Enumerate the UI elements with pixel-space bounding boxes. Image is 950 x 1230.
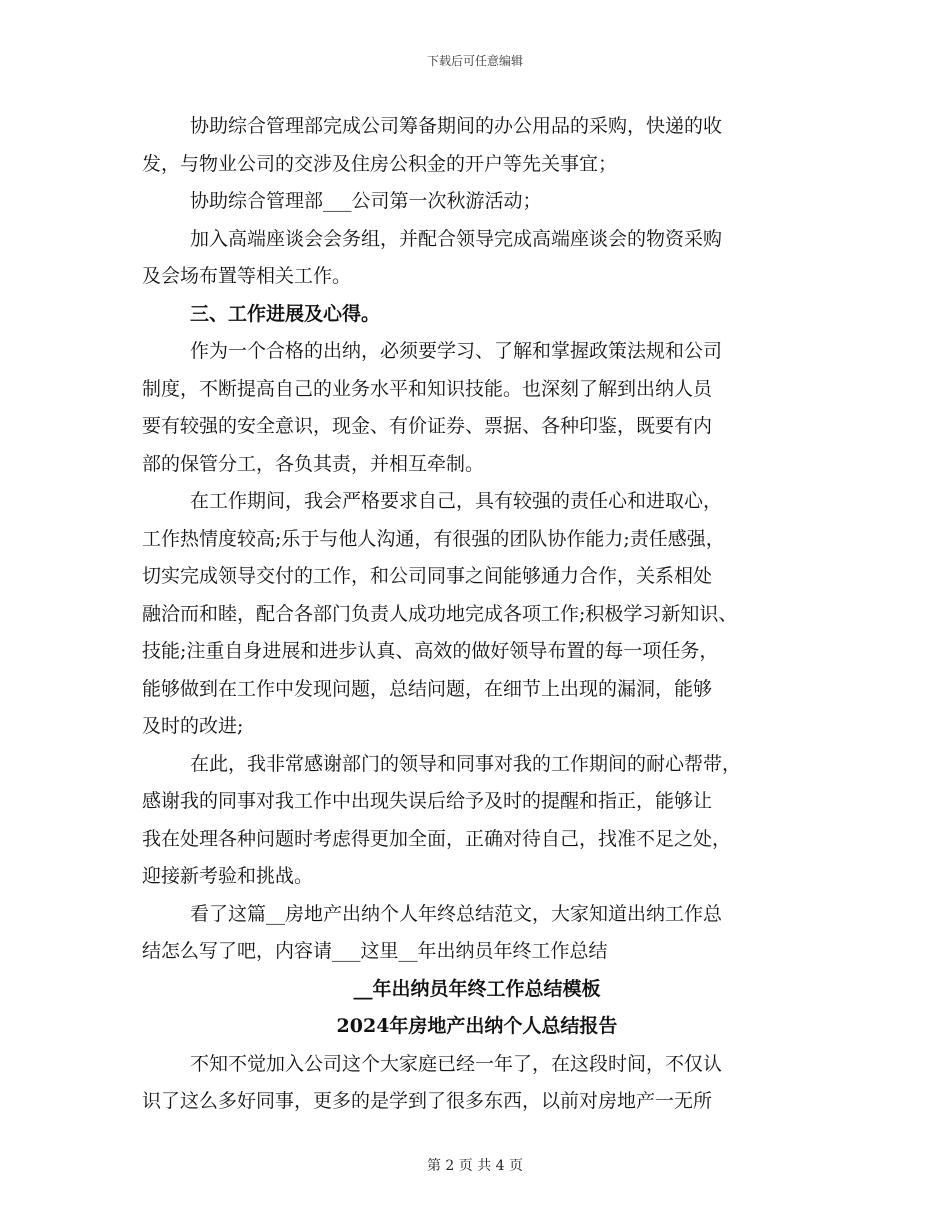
text-line: 及会场布置等相关工作。 <box>142 265 352 287</box>
text-line: 要有较强的安全意识，现金、有价证券、票据、各种印鉴，既要有内 <box>142 415 713 437</box>
text-line: 看了这篇__房地产出纳个人年终总结范文，大家知道出纳工作总 <box>190 902 723 925</box>
document-title: __年出纳员年终工作总结模板 <box>353 977 601 1000</box>
text-line: 技能;注重自身进展和进步认真、高效的做好领导布置的每一项任务， <box>142 640 719 662</box>
text-line: 感谢我的同事对我工作中出现失误后给予及时的提醒和指正，能够让 <box>142 790 713 812</box>
text-line: 制度，不断提高自己的业务水平和知识技能。也深刻了解到出纳人员 <box>142 377 713 400</box>
text-line: 切实完成领导交付的工作，和公司同事之间能够通力合作，关系相处 <box>142 565 713 587</box>
text-line: 不知不觉加入公司这个大家庭已经一年了，在这段时间，不仅认 <box>190 1052 723 1075</box>
document-body <box>142 108 812 1121</box>
text-line: 识了这么多好同事，更多的是学到了很多东西，以前对房地产一无所 <box>142 1090 713 1112</box>
page-number: 第 2 页 共 4 页 <box>426 1158 524 1174</box>
page-header: 下载后可任意编辑 <box>426 54 523 68</box>
text-line: 迎接新考验和挑战。 <box>142 865 314 887</box>
text-line: 协助综合管理部完成公司筹备期间的办公用品的采购，快递的收 <box>190 115 723 137</box>
text-line: 及时的改进; <box>142 715 244 737</box>
section-heading: 三、工作进展及心得。 <box>190 302 381 325</box>
text-line: 部的保管分工，各负其责，并相互牵制。 <box>142 452 485 475</box>
text-line: 加入高端座谈会会务组，并配合领导完成高端座谈会的物资采购 <box>190 227 723 250</box>
text-line: 在工作期间，我会严格要求自己，具有较强的责任心和进取心， <box>190 490 723 512</box>
text-line: 我在处理各种问题时考虑得更加全面，正确对待自己，找准不足之处， <box>142 827 732 850</box>
text-line: 协助综合管理部___公司第一次秋游活动； <box>190 190 542 212</box>
text-line: 在此，我非常感谢部门的领导和同事对我的工作期间的耐心帮带， <box>190 752 742 775</box>
text-line: 融洽而和睦，配合各部门负责人成功地完成各项工作;积极学习新知识、 <box>142 602 738 625</box>
text-line: 作为一个合格的出纳，必须要学习、了解和掌握政策法规和公司 <box>190 340 723 362</box>
text-line: 能够做到在工作中发现问题，总结问题，在细节上出现的漏洞，能够 <box>142 677 713 700</box>
text-line: 发，与物业公司的交涉及住房公积金的开户等先关事宜； <box>142 152 618 175</box>
document-subtitle: 2024年房地产出纳个人总结报告 <box>336 1015 618 1037</box>
text-line: 结怎么写了吧，内容请___这里__年出纳员年终工作总结 <box>142 940 608 962</box>
text-line: 工作热情度较高;乐于与他人沟通，有很强的团队协作能力;责任感强， <box>142 527 725 550</box>
